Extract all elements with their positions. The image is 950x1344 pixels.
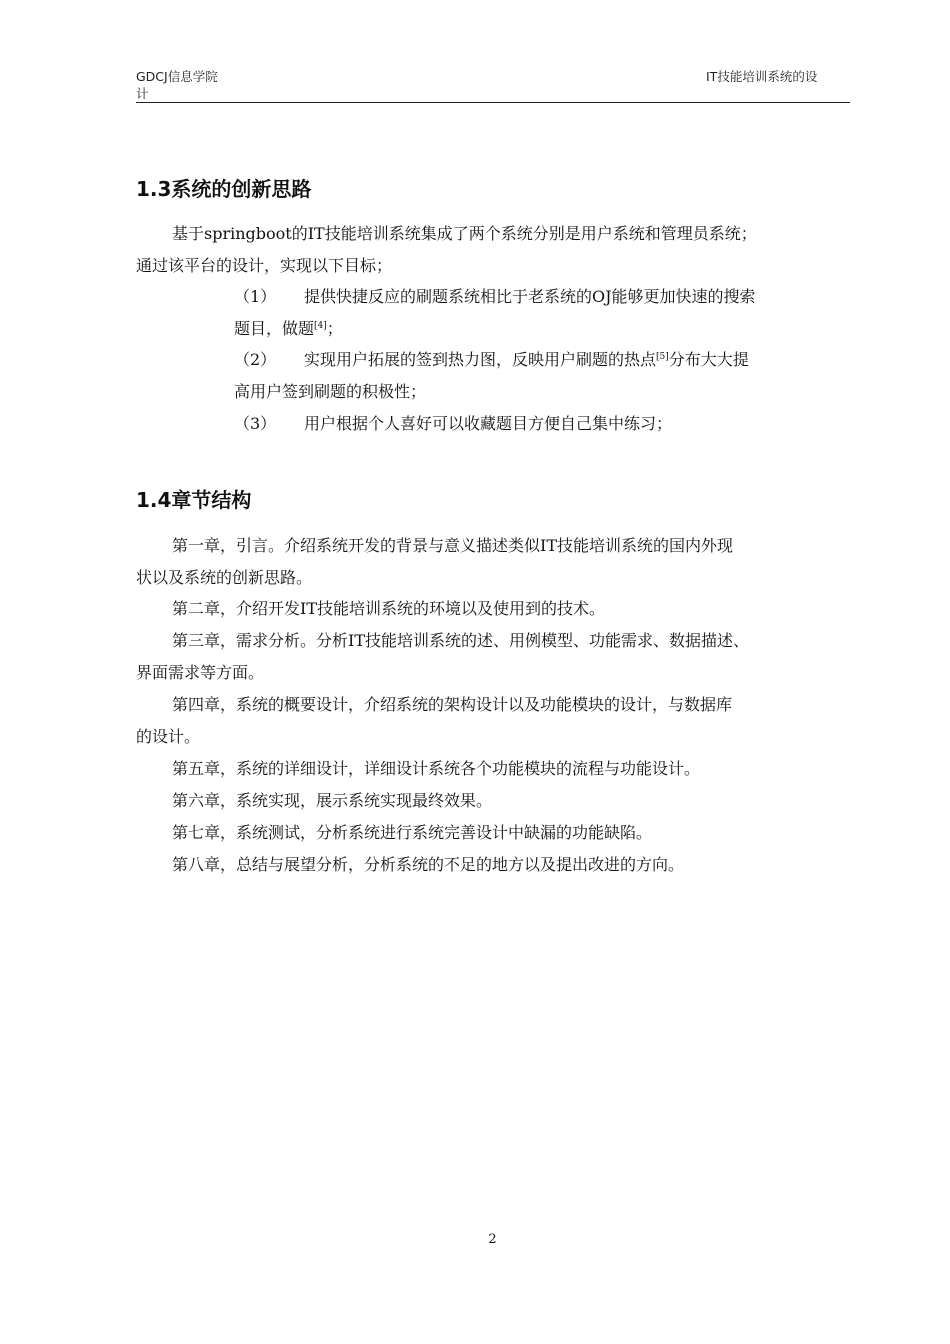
goal-item-1-cont: [234, 313, 343, 345]
goal-item-number: （2）: [234, 350, 277, 369]
goal-item-text: 用户根据个人喜好可以收藏题目方便自己集中练习；: [304, 414, 673, 433]
goal-item-1: [234, 281, 756, 313]
header-title: IT技能培训系统的设: [706, 69, 818, 84]
citation-ref: [4]: [314, 321, 327, 331]
goal-item-2-cont: [234, 376, 426, 408]
goal-item-number: （1）: [234, 287, 277, 306]
header-left: [136, 68, 218, 102]
goal-item-text: 分布大大提: [668, 350, 749, 369]
header-rule: [136, 102, 850, 103]
section-1-3-title: 1.3系统的创新思路: [136, 177, 312, 201]
goal-item-text: ；: [326, 319, 343, 338]
intro-line-2: 通过该平台的设计，实现以下目标；: [136, 256, 393, 275]
header-school: GDCJ信息学院: [136, 69, 218, 84]
goal-item-text: 题目，做题: [234, 319, 315, 338]
goal-item-text: 提供快捷反应的刷题系统相比于老系统的OJ能够更加快速的搜索: [304, 287, 756, 306]
chapter-line: 第六章，系统实现，展示系统实现最终效果。: [172, 791, 493, 810]
goal-item-text: 高用户签到刷题的积极性；: [234, 382, 427, 401]
chapter-line: 第一章，引言。介绍系统开发的背景与意义描述类似IT技能培训系统的国内外现: [172, 536, 733, 555]
chapter-line: 第四章，系统的概要设计，介绍系统的架构设计以及功能模块的设计，与数据库: [172, 695, 733, 714]
chapter-line: 第二章，介绍开发IT技能培训系统的环境以及使用到的技术。: [172, 599, 605, 618]
chapter-line: 第五章，系统的详细设计，详细设计系统各个功能模块的流程与功能设计。: [172, 759, 701, 778]
intro-line-1: 基于springboot的IT技能培训系统集成了两个系统分别是用户系统和管理员系统；: [172, 224, 757, 243]
chapter-line: 第八章，总结与展望分析，分析系统的不足的地方以及提出改进的方向。: [172, 855, 685, 874]
chapter-line: 界面需求等方面。: [136, 663, 265, 682]
citation-ref: [5]: [656, 352, 669, 362]
goal-item-2: [234, 344, 749, 376]
chapter-line: 的设计。: [136, 727, 201, 746]
goal-item-number: （3）: [234, 414, 277, 433]
chapter-line: 状以及系统的创新思路。: [136, 568, 313, 587]
section-1-4-title: 1.4章节结构: [136, 488, 252, 512]
page-number: 2: [488, 1232, 497, 1247]
goal-item-text: 实现用户拓展的签到热力图，反映用户刷题的热点: [304, 350, 657, 369]
header-school-wrap: 计: [136, 86, 149, 101]
chapter-line: 第三章，需求分析。分析IT技能培训系统的述、用例模型、功能需求、数据描述、: [172, 631, 749, 650]
chapter-line: 第七章，系统测试，分析系统进行系统完善设计中缺漏的功能缺陷。: [172, 823, 653, 842]
goal-item-3: [234, 408, 672, 440]
